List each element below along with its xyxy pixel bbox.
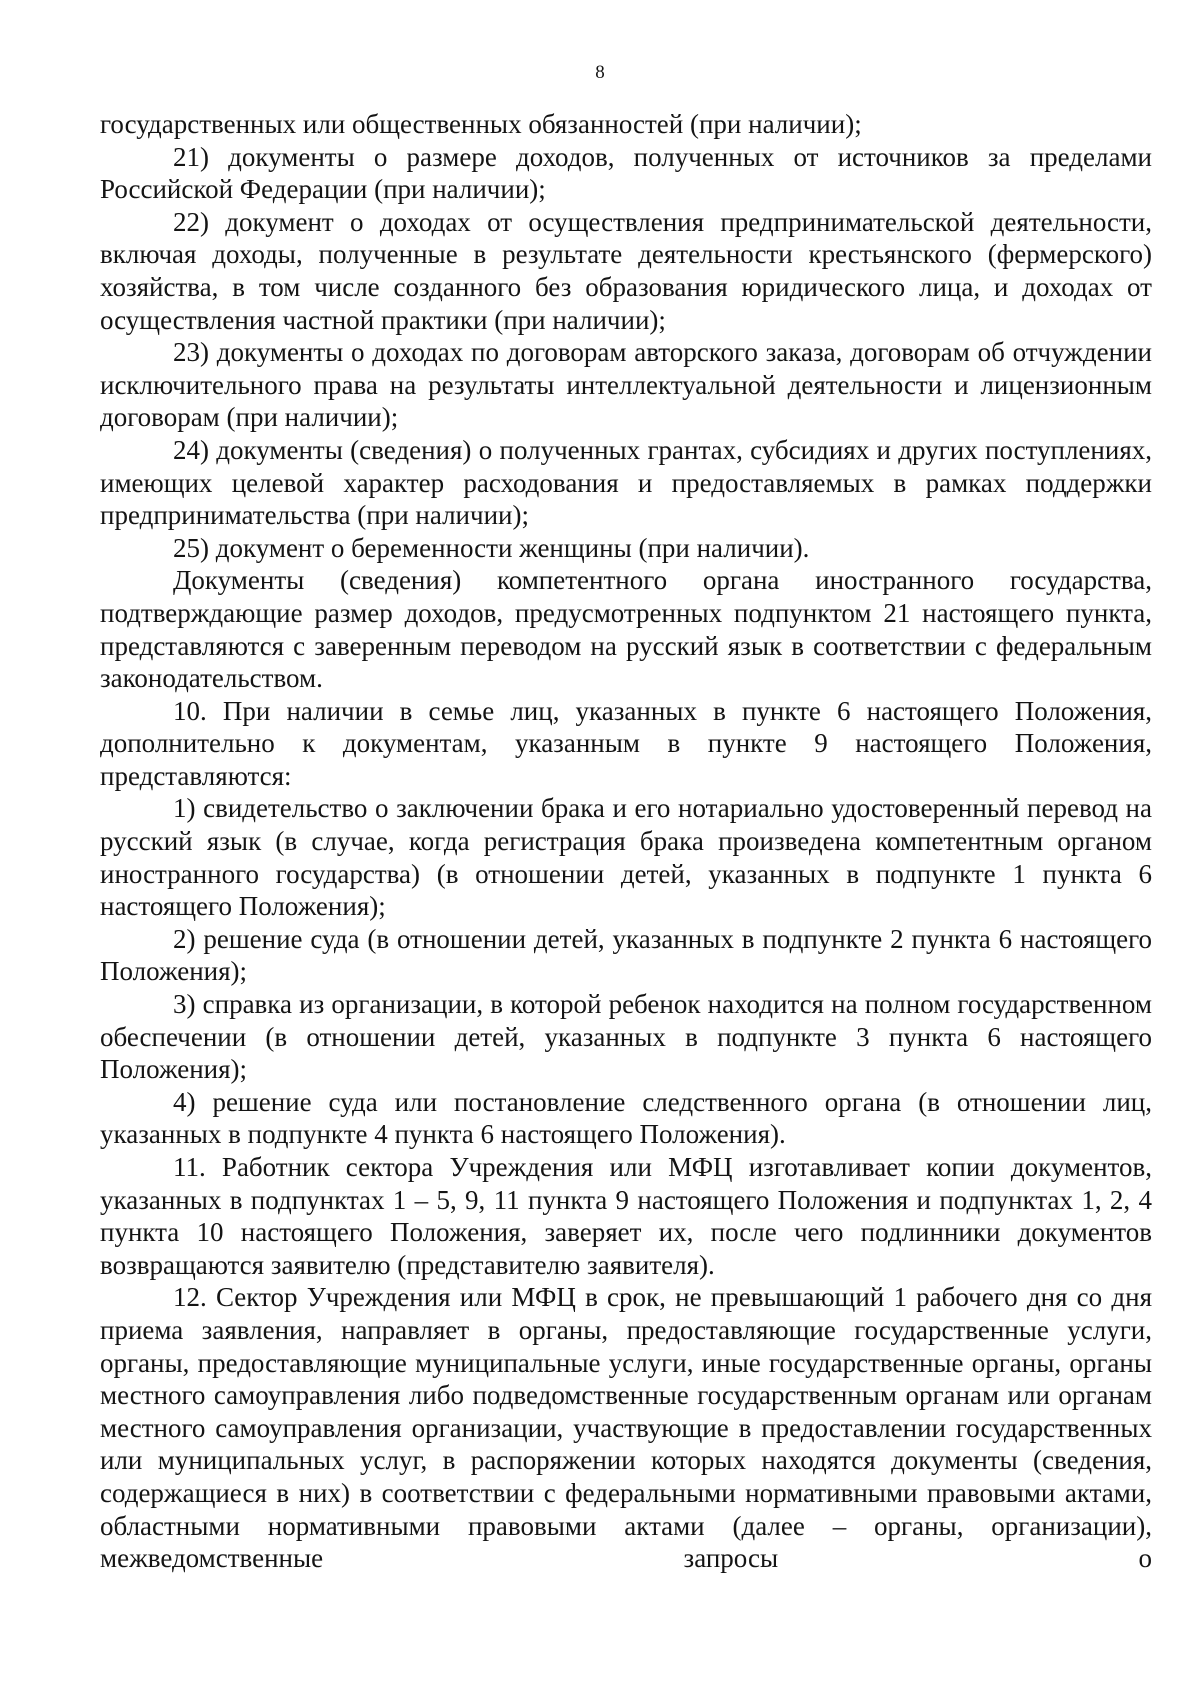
paragraph-section-10-item-2: 2) решение суда (в отношении детей, указанных в подпункте 2 пункта 6 настоящего Положения); xyxy=(100,923,1152,987)
paragraph-item-23: 23) документы о доходах по договорам авторского заказа, договорам об отчуждении исключительного права на результаты интеллектуальной деятельности и лицензионным договорам (при наличии); xyxy=(100,337,1152,433)
paragraph-item-25: 25) документ о беременности женщины (при наличии). xyxy=(173,532,810,563)
paragraph-section-10: 10. При наличии в семье лиц, указанных в пункте 6 настоящего Положения, дополнительно к документам, указанным в пункте 9 настоящего Положения, представляются: xyxy=(100,695,1152,791)
paragraph-item-21: 21) документы о размере доходов, полученных от источников за пределами Российской Федерации (при наличии); xyxy=(100,141,1152,205)
paragraph-section-12: 12. Сектор Учреждения или МФЦ в срок, не превышающий 1 рабочего дня со дня приема заявления, направляет в органы, предоставляющие государственные услуги, органы, предоставляющие муниципальные услуги, иные государственные органы, органы местного самоуправления либо подведомственные государственным органам или органам местного самоуправления организации, участвующие в предоставлении государственных или муниципальных услуг, в распоряжении которых находятся документы (сведения, содержащиеся в них) в соответствии с федеральными нормативными правовыми актами, областными нормативными правовыми актами (далее – органы, организации), межведомственные запросы о xyxy=(100,1282,1152,1574)
paragraph-section-10-item-4: 4) решение суда или постановление следственного органа (в отношении лиц, указанных в подпункте 4 пункта 6 настоящего Положения). xyxy=(100,1086,1152,1150)
paragraph-section-10-item-1: 1) свидетельство о заключении брака и его нотариально удостоверенный перевод на русский язык (в случае, когда регистрация брака произведена компетентным органом иностранного государства) (в отношении детей, указанных в подпункте 1 пункта 6 настоящего Положения); xyxy=(100,793,1152,922)
page-number: 8 xyxy=(595,62,605,83)
paragraph-section-10-item-3: 3) справка из организации, в которой ребенок находится на полном государственном обеспечении (в отношении детей, указанных в подпункте 3 пункта 6 настоящего Положения); xyxy=(100,989,1152,1085)
document-body xyxy=(100,108,1152,1575)
paragraph-foreign-documents: Документы (сведения) компетентного органа иностранного государства, подтверждающие размер доходов, предусмотренных подпунктом 21 настоящего пункта, представляются с заверенным переводом на русский язык в соответствии с федеральным законодательством. xyxy=(100,565,1152,694)
paragraph-item-24: 24) документы (сведения) о полученных грантах, субсидиях и других поступлениях, имеющих целевой характер расходования и предоставляемых в рамках поддержки предпринимательства (при наличии); xyxy=(100,434,1152,531)
paragraph-section-11: 11. Работник сектора Учреждения или МФЦ изготавливает копии документов, указанных в подпунктах 1 – 5, 9, 11 пункта 9 настоящего Положения и подпунктах 1, 2, 4 пункта 10 настоящего Положения, заверяет их, после чего подлинники документов возвращаются заявителю (представителю заявителя). xyxy=(100,1152,1152,1280)
paragraph-item-22: 22) документ о доходах от осуществления предпринимательской деятельности, включая доходы, полученные в результате деятельности крестьянского (фермерского) хозяйства, в том числе созданного без образования юридического лица, и доходах от осуществления частной практики (при наличии); xyxy=(100,206,1152,335)
paragraph-continuation: государственных или общественных обязанностей (при наличии); xyxy=(100,109,862,139)
